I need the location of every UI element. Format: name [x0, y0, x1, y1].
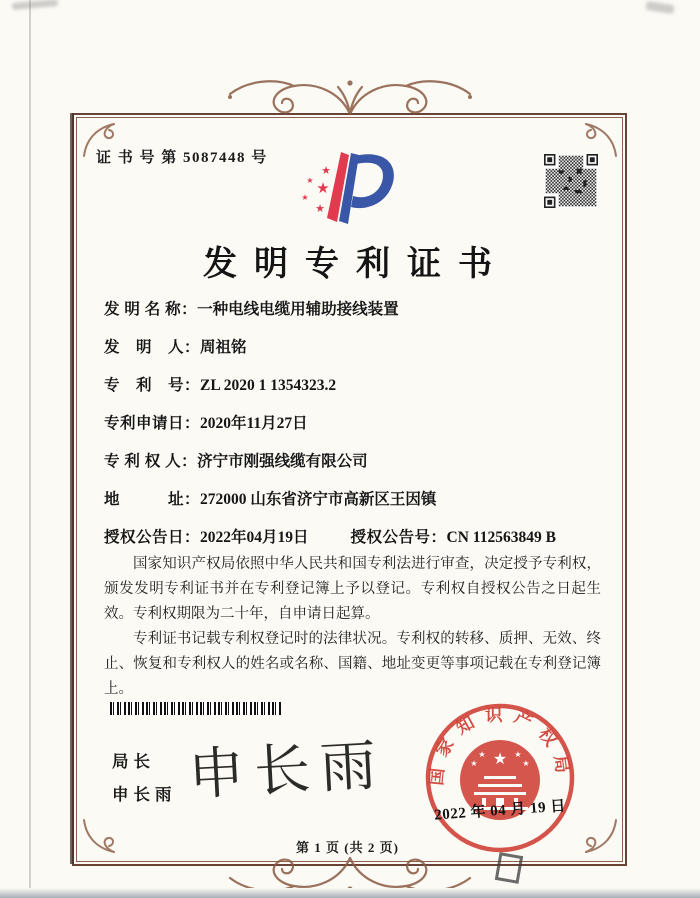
- legal-paragraph-1: 国家知识产权局依照中华人民共和国专利法进行审查，决定授予专利权，颁发发明专利证书并在专利登记簿上予以登记。专利权自授权公告之日起生效。专利权期限为二十年，自申请日起算。: [104, 556, 601, 622]
- field-value: 2022年04月19日: [200, 529, 309, 546]
- field-inventor: [104, 337, 604, 359]
- certificate-border-frame-edge: [70, 113, 74, 864]
- grant-date-pair: [104, 529, 309, 546]
- field-label: 专 利 号：: [104, 377, 201, 394]
- field-label: 发 明 名 称：: [104, 301, 198, 318]
- field-value: ZL 2020 1 1354323.2: [200, 377, 337, 394]
- field-address: [104, 489, 604, 511]
- field-label: 授权公告号：: [350, 529, 447, 546]
- field-label: 地 址：: [104, 491, 201, 508]
- field-value: 一种电线电缆用辅助接线装置: [197, 301, 399, 318]
- cnipa-official-seal-icon: [422, 700, 578, 856]
- scan-artifact-bottom-edge: [0, 888, 700, 898]
- field-value: 周祖铭: [200, 339, 247, 356]
- field-application-date: [104, 413, 604, 435]
- field-grant-row: [104, 527, 604, 549]
- svg-text:★: ★: [522, 759, 530, 768]
- svg-text:★: ★: [478, 750, 486, 759]
- svg-text:★: ★: [321, 165, 331, 177]
- field-invention-name: [104, 299, 604, 321]
- legal-paragraph-2: 专利证书记载专利权登记时的法律状况。专利权的转移、质押、无效、终止、恢复和专利权人的姓名或名称、国籍、地址变更等事项记载在专利登记簿上。: [104, 631, 601, 697]
- field-label: 专 利 权 人：: [104, 453, 198, 470]
- field-value: 272000 山东省济宁市高新区王因镇: [200, 491, 437, 508]
- field-label: 授权公告日：: [104, 529, 201, 546]
- director-block: [112, 748, 177, 805]
- field-value: 2020年11月27日: [200, 415, 308, 432]
- page-number: 第 1 页 (共 2 页): [296, 840, 399, 855]
- svg-text:★: ★: [470, 759, 478, 768]
- ink-mark-artifact: [495, 852, 523, 884]
- svg-text:★: ★: [492, 751, 508, 768]
- field-patent-number: [104, 375, 604, 397]
- field-value: CN 112563849 B: [446, 529, 556, 546]
- cnipa-patent-logo-icon: [296, 150, 402, 232]
- svg-text:★: ★: [514, 750, 522, 759]
- director-signature: 申长雨: [186, 734, 388, 808]
- director-title: 局长: [112, 752, 155, 771]
- certificate-title: 发明专利证书: [203, 246, 509, 283]
- grant-number-pair: [351, 529, 556, 546]
- seal-date-stamp: 2022 年 04 月 19 日: [433, 798, 567, 824]
- scan-artifact-line: [29, 0, 31, 898]
- svg-text:★: ★: [301, 193, 309, 202]
- seal-ring-text: 国家知识产权局: [426, 704, 575, 787]
- svg-text:★: ★: [316, 181, 330, 197]
- svg-text:★: ★: [306, 176, 314, 185]
- field-label: 发 明 人：: [104, 339, 201, 356]
- field-label: 专利申请日：: [104, 415, 201, 432]
- director-name: 申长雨: [112, 785, 177, 804]
- field-value: 济宁市刚强线缆有限公司: [197, 453, 368, 470]
- field-patentee: [104, 451, 604, 473]
- scan-artifact-smudge: [645, 1, 674, 14]
- field-list: [104, 299, 604, 565]
- legal-text: [104, 552, 601, 702]
- svg-text:★: ★: [315, 203, 325, 215]
- certificate-number: 证 书 号 第 5087448 号: [96, 150, 268, 166]
- scan-artifact-smudge: [12, 0, 58, 10]
- qr-code-icon: [544, 154, 598, 208]
- barcode: [110, 702, 281, 715]
